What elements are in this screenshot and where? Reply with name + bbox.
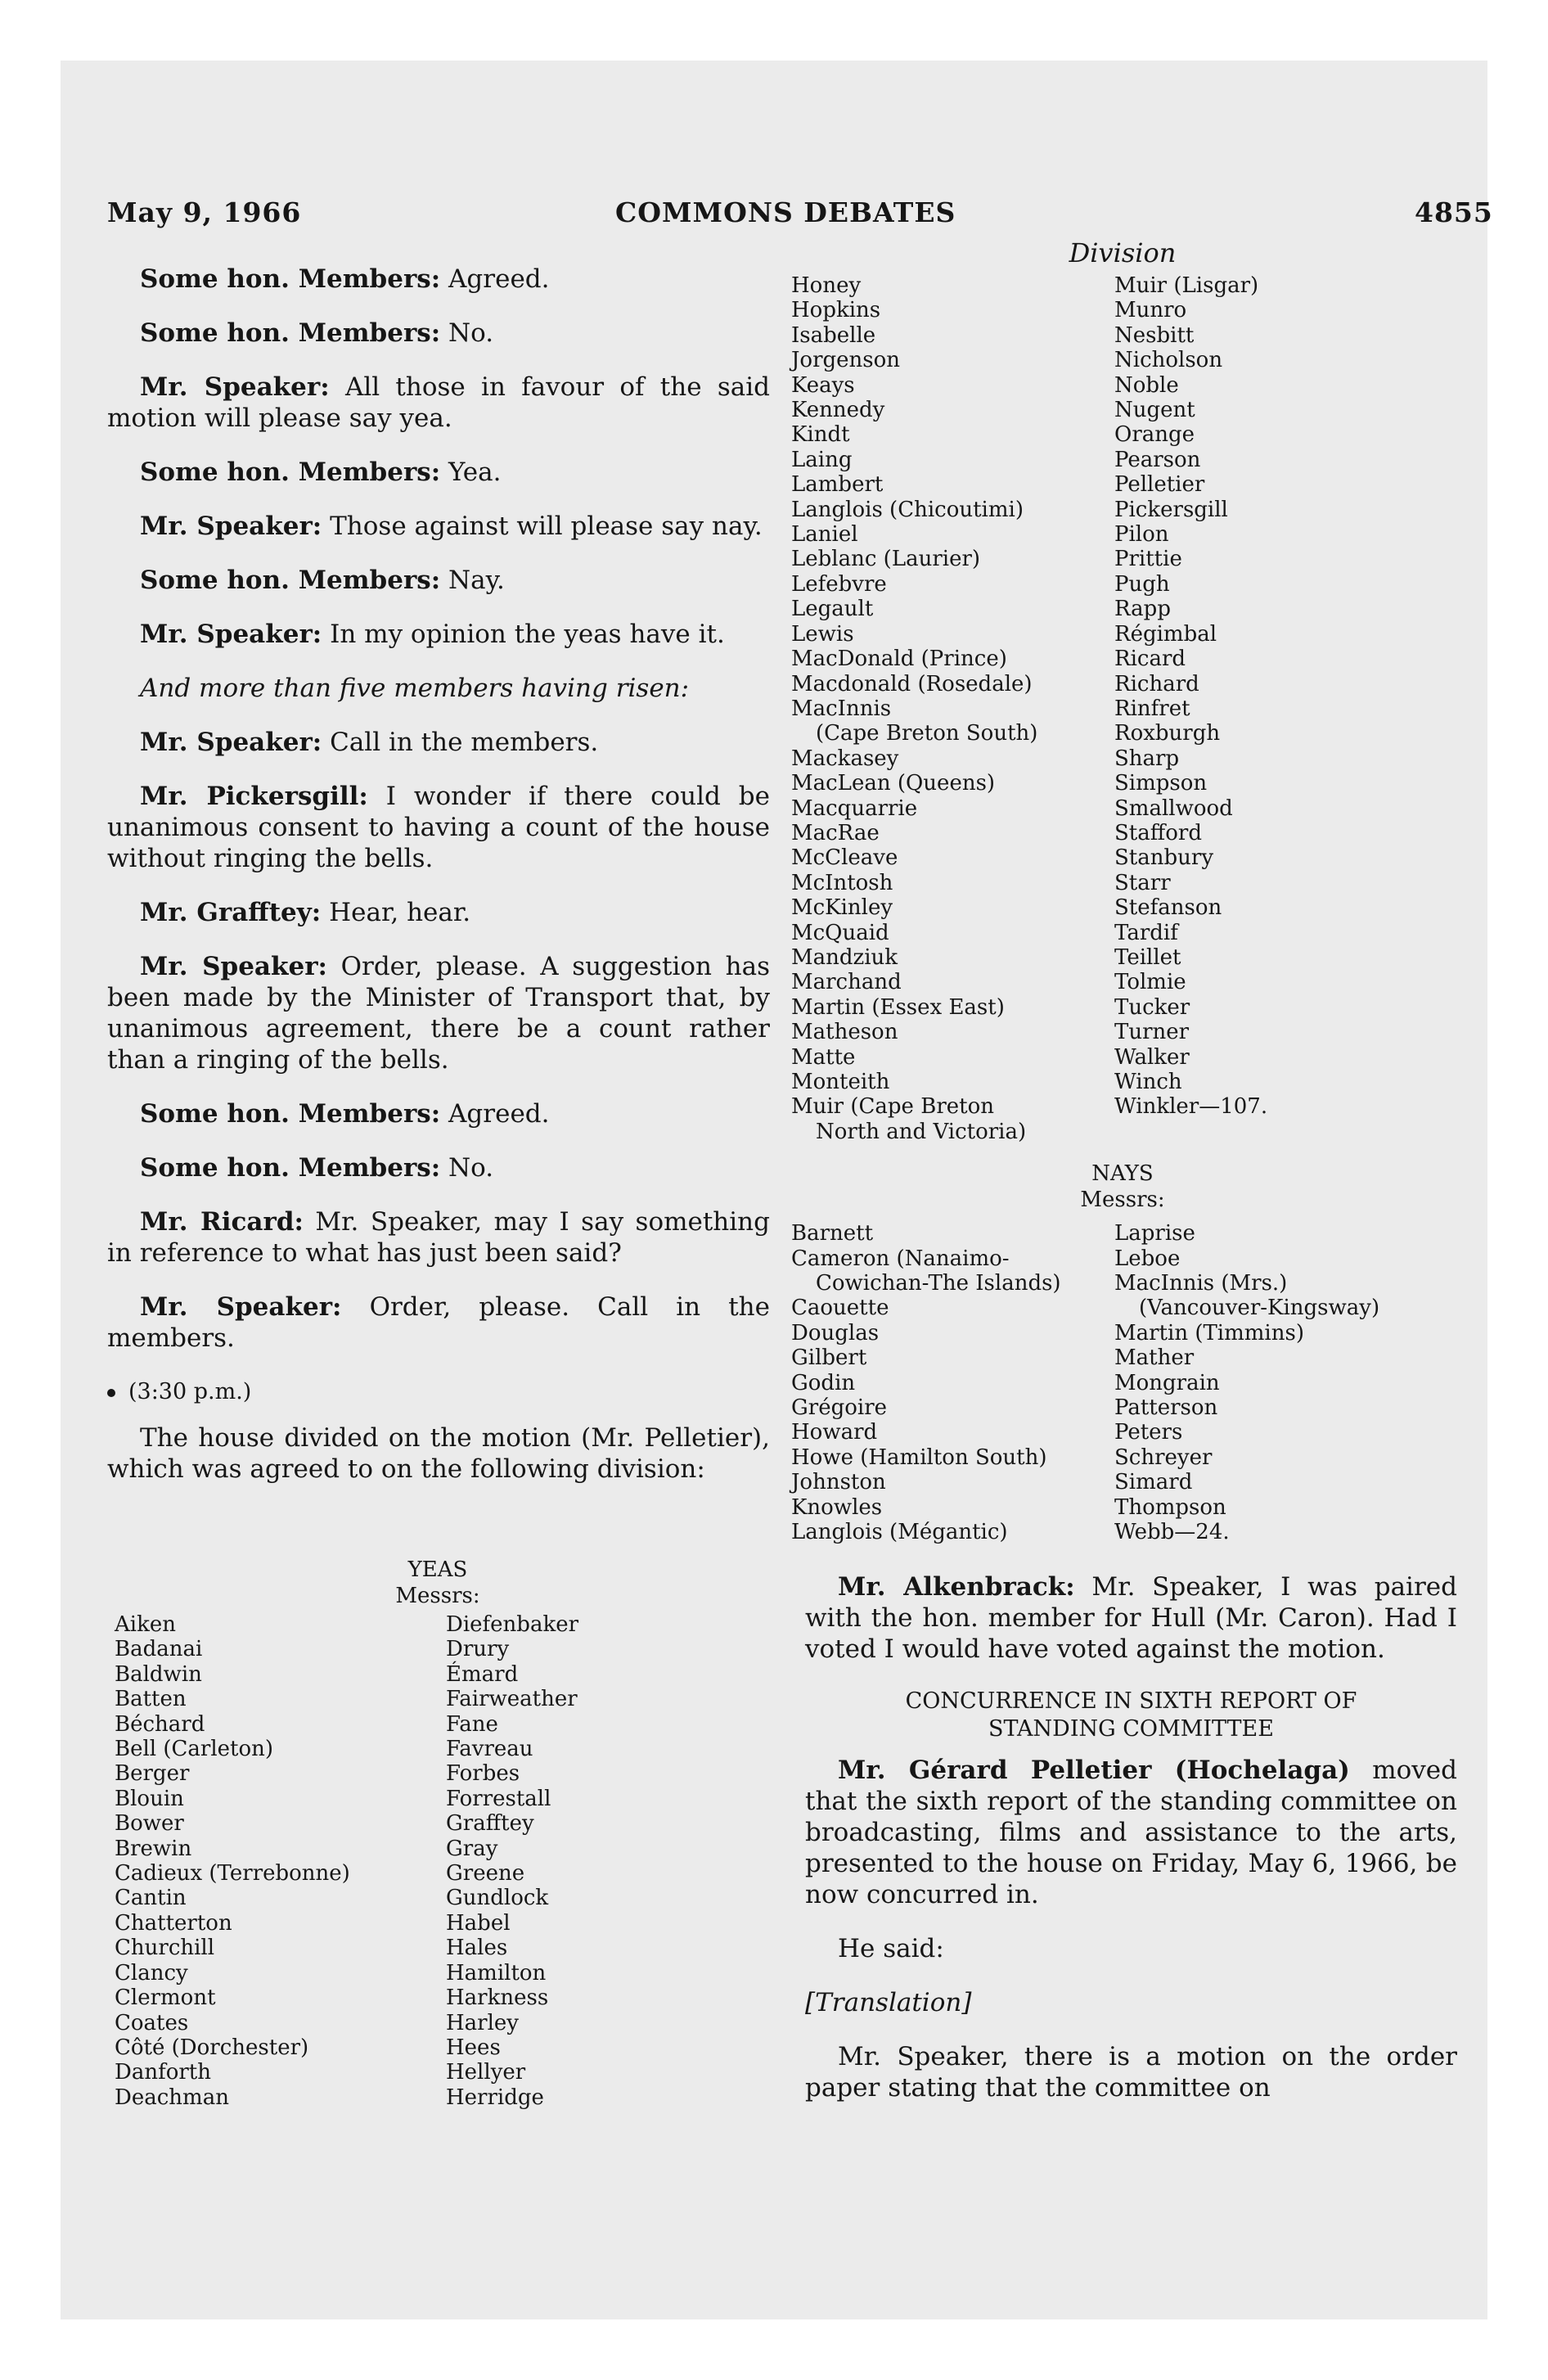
member-name: Pickersgill [1114, 497, 1228, 522]
speaker: Some hon. Members: [140, 318, 441, 348]
member-name: Webb—24. [1114, 1520, 1230, 1545]
speech: Agreed. [440, 1099, 550, 1129]
member-name: Régimbal [1114, 621, 1217, 647]
header-title: COMMONS DEBATES [615, 196, 956, 228]
member-name: MacRae [791, 820, 880, 845]
member-name: Drury [446, 1637, 510, 1662]
member-name: Legault [791, 597, 874, 622]
member-name: Diefenbaker [446, 1612, 579, 1637]
member-name: Tardif [1114, 920, 1178, 945]
nays-list [791, 1161, 1454, 1544]
division-names [791, 273, 1454, 1144]
member-name: Tucker [1114, 994, 1190, 1020]
member-name: Orange [1114, 422, 1195, 448]
member-name: Cameron (Nanaimo- [791, 1246, 1010, 1271]
yeas-col-2 [446, 1612, 578, 2110]
stage-direction: And more than five members having risen: [140, 674, 690, 703]
member-name: Pearson [1114, 447, 1201, 472]
member-name: Muir (Lisgar) [1114, 273, 1259, 298]
speech: Mr. Speaker, may I say something in reference to what has just been said? [107, 1207, 770, 1268]
speaker: Mr. Speaker: [140, 1292, 342, 1322]
member-name: Favreau [446, 1737, 533, 1762]
speaker: Mr. Gérard Pelletier (Hochelaga) [838, 1756, 1350, 1785]
speech: In my opinion the yeas have it. [322, 620, 725, 649]
nays-col-2 [1114, 1221, 1379, 1544]
member-name: Mongrain [1114, 1370, 1220, 1395]
member-name: MacLean (Queens) [791, 771, 996, 796]
speaker: Mr. Speaker: [140, 952, 327, 981]
right-column-text [805, 1571, 1457, 2126]
member-name: MacInnis (Mrs.) [1114, 1271, 1288, 1296]
page-number: 4855 [1415, 196, 1493, 228]
member-name: Hellyer [446, 2060, 526, 2085]
member-name: McKinley [791, 895, 893, 921]
member-name: Langlois (Chicoutimi) [791, 497, 1024, 522]
member-name: Gray [446, 1836, 498, 1861]
paragraph [107, 1206, 770, 1269]
member-name: Chatterton [115, 1910, 232, 1936]
member-name: Macdonald (Rosedale) [791, 671, 1033, 696]
member-name: Stefanson [1114, 895, 1222, 921]
speech: Nay. [440, 566, 505, 595]
member-name: McIntosh [791, 870, 893, 895]
member-name: Howard [791, 1420, 878, 1445]
paragraph [107, 1291, 770, 1354]
member-name: Gilbert [791, 1346, 867, 1371]
member-name: Badanai [115, 1637, 203, 1662]
member-name: Laing [791, 447, 853, 472]
member-name: Thompson [1114, 1494, 1226, 1520]
member-name: Isabelle [791, 322, 876, 348]
member-name: Churchill [115, 1936, 215, 1961]
speech: I wonder if there could be unanimous consent to having a count of the house without ringing the bells. [107, 782, 770, 873]
member-name: Kindt [791, 422, 850, 448]
paragraph [107, 372, 770, 434]
paragraph [107, 264, 770, 295]
member-name: Lewis [791, 621, 854, 647]
member-name: Forrestall [446, 1786, 551, 1811]
nays-subheading: Messrs: [1080, 1188, 1165, 1213]
member-name: Berger [115, 1761, 190, 1787]
member-name: Turner [1114, 1020, 1190, 1045]
member-name: Lambert [791, 472, 884, 498]
member-name: Rapp [1114, 597, 1171, 622]
member-name: Forbes [446, 1761, 520, 1787]
member-name: Danforth [115, 2060, 211, 2085]
speaker: Some hon. Members: [140, 458, 441, 487]
member-name: Ricard [1114, 647, 1186, 672]
member-name: MacInnis [791, 696, 892, 721]
member-name: McCleave [791, 845, 898, 871]
member-name: Mather [1114, 1346, 1195, 1371]
member-name: Cantin [115, 1886, 187, 1911]
speech: Those against will please say nay. [322, 512, 763, 541]
member-name: Schreyer [1114, 1445, 1213, 1470]
member-name: North and Victoria) [816, 1119, 1027, 1144]
member-name: Bell (Carleton) [115, 1737, 274, 1762]
speaker: Mr. Ricard: [140, 1207, 304, 1237]
member-name: Nesbitt [1114, 322, 1195, 348]
member-name: Deachman [115, 2085, 229, 2110]
member-name: Peters [1114, 1420, 1183, 1445]
member-name: Pugh [1114, 571, 1170, 597]
member-name: Harkness [446, 1986, 549, 2011]
member-name: Laprise [1114, 1221, 1195, 1246]
nays-col-1 [791, 1221, 1114, 1544]
member-name: Béchard [115, 1711, 205, 1737]
member-name: MacDonald (Prince) [791, 647, 1007, 672]
member-name: Lefebvre [791, 571, 887, 597]
member-name: Starr [1114, 870, 1171, 895]
paragraph [107, 1098, 770, 1129]
left-column [107, 264, 770, 1508]
member-name: Brewin [115, 1836, 192, 1861]
translation-marker: [Translation] [805, 1988, 972, 2017]
member-name: Grafftey [446, 1811, 534, 1837]
paragraph [107, 951, 770, 1075]
member-name: Fairweather [446, 1687, 578, 1712]
member-name: Langlois (Mégantic) [791, 1520, 1008, 1545]
member-name: Habel [446, 1910, 511, 1936]
member-name: Bower [115, 1811, 184, 1837]
member-name: Matte [791, 1044, 856, 1070]
division-col-1 [791, 273, 1114, 1144]
speaker: Mr. Pickersgill: [140, 782, 368, 811]
paragraph [107, 781, 770, 874]
member-name: Matheson [791, 1020, 898, 1045]
member-name: Douglas [791, 1320, 880, 1346]
speech: Order, please. Call in the members. [107, 1292, 770, 1353]
member-name: Aiken [115, 1612, 176, 1637]
member-name: Roxburgh [1114, 721, 1221, 746]
member-name: Munro [1114, 298, 1187, 323]
member-name: Patterson [1114, 1395, 1218, 1421]
member-name: Simpson [1114, 771, 1208, 796]
yeas-subheading: Messrs: [395, 1584, 480, 1608]
header-date: May 9, 1966 [107, 196, 302, 228]
paragraph [107, 619, 770, 650]
speech: Yea. [440, 458, 502, 487]
member-name: Caouette [791, 1296, 889, 1321]
member-name: Hees [446, 2035, 501, 2060]
member-name: Baldwin [115, 1661, 202, 1687]
speech: All those in favour of the said motion will please say yea. [107, 372, 770, 433]
member-name: Knowles [791, 1494, 883, 1520]
member-name: Howe (Hamilton South) [791, 1445, 1047, 1470]
member-name: Fane [446, 1711, 498, 1737]
nays-heading: NAYS [1091, 1161, 1154, 1187]
time-text: (3:30 p.m.) [128, 1379, 252, 1404]
member-name: Blouin [115, 1786, 184, 1811]
speech: Hear, hear. [321, 898, 471, 927]
member-name: Kennedy [791, 398, 885, 423]
member-name: Teillet [1114, 944, 1181, 970]
bullet-icon [107, 1389, 115, 1397]
member-name: Monteith [791, 1070, 890, 1094]
time-marker [107, 1377, 770, 1408]
paragraph [107, 565, 770, 596]
member-name: Cowichan-The Islands) [816, 1271, 1061, 1296]
paragraph [107, 897, 770, 928]
member-name: Leblanc (Laurier) [791, 547, 981, 572]
speech: No. [440, 318, 494, 348]
member-name: Hamilton [446, 1960, 547, 1986]
paragraph [107, 318, 770, 349]
speaker: Mr. Speaker: [140, 512, 322, 541]
division-title: Division [1069, 237, 1177, 268]
division-col-2 [1114, 273, 1267, 1144]
member-name: Jorgenson [791, 348, 901, 373]
member-name: Nicholson [1114, 348, 1223, 373]
member-name: Muir (Cape Breton [791, 1094, 994, 1120]
speaker: Some hon. Members: [140, 1153, 441, 1183]
speech: moved that the sixth report of the standing committee on broadcasting, films and assistance to the arts, presented to the house on Friday, May 6, 1966, be now concurred in. [805, 1756, 1457, 1909]
member-name: Cadieux (Terrebonne) [115, 1861, 350, 1886]
nays-names [791, 1221, 1454, 1544]
member-name: Grégoire [791, 1395, 888, 1421]
paragraph [107, 1152, 770, 1183]
member-name: (Cape Breton South) [816, 721, 1038, 746]
member-name: Honey [791, 273, 862, 298]
section-heading: CONCURRENCE IN SIXTH REPORT OF [905, 1688, 1357, 1714]
member-name: Tolmie [1114, 970, 1186, 995]
right-column-division [791, 237, 1454, 1545]
paragraph: Mr. Speaker, there is a motion on the order paper stating that the committee on [805, 2042, 1457, 2103]
member-name: Johnston [791, 1470, 886, 1495]
member-name: Keays [791, 372, 855, 398]
speaker: Mr. Alkenbrack: [838, 1572, 1075, 1602]
member-name: McQuaid [791, 920, 889, 945]
member-name: (Vancouver-Kingsway) [1139, 1296, 1380, 1321]
member-name: Stanbury [1114, 845, 1214, 871]
speech: Agreed. [440, 264, 550, 294]
member-name: Barnett [791, 1221, 874, 1246]
paragraph [805, 1755, 1457, 1910]
member-name: Martin (Essex East) [791, 994, 1005, 1020]
section-heading: STANDING COMMITTEE [988, 1716, 1274, 1742]
member-name: Greene [446, 1861, 525, 1886]
speaker: Mr. Speaker: [140, 372, 330, 402]
member-name: Hales [446, 1936, 508, 1961]
speaker: Mr. Speaker: [140, 620, 322, 649]
speaker: Some hon. Members: [140, 264, 441, 294]
member-name: Macquarrie [791, 796, 918, 821]
speaker: Mr. Speaker: [140, 728, 322, 757]
member-name: Sharp [1114, 746, 1180, 771]
paragraph [107, 727, 770, 758]
member-name: Nugent [1114, 398, 1195, 423]
paragraph: He said: [838, 1934, 944, 1963]
member-name: Émard [446, 1661, 519, 1687]
yeas-col-1 [115, 1612, 446, 2110]
member-name: Simard [1114, 1470, 1193, 1495]
member-name: Richard [1114, 671, 1199, 696]
member-name: Prittie [1114, 547, 1182, 572]
member-name: Godin [791, 1370, 856, 1395]
member-name: Harley [446, 2010, 519, 2035]
member-name: Laniel [791, 522, 858, 548]
member-name: Côté (Dorchester) [115, 2035, 309, 2060]
speaker: Mr. Grafftey: [140, 898, 322, 927]
yeas-list [115, 1557, 761, 2110]
member-name: Stafford [1114, 820, 1202, 845]
member-name: Noble [1114, 372, 1179, 398]
paragraph: The house divided on the motion (Mr. Pelletier), which was agreed to on the following division: [107, 1423, 770, 1484]
speaker: Some hon. Members: [140, 1099, 441, 1129]
member-name: Mandziuk [791, 944, 898, 970]
speaker: Some hon. Members: [140, 566, 441, 595]
member-name: Clermont [115, 1986, 216, 2011]
member-name: Martin (Timmins) [1114, 1320, 1304, 1346]
member-name: Gundlock [446, 1886, 549, 1911]
speech: Mr. Speaker, I was paired with the hon. member for Hull (Mr. Caron). Had I voted I would have voted against the motion. [805, 1572, 1457, 1664]
member-name: Clancy [115, 1960, 188, 1986]
member-name: Walker [1114, 1044, 1190, 1070]
speech: Call in the members. [322, 728, 599, 757]
member-name: Smallwood [1114, 796, 1233, 821]
member-name: Winch [1114, 1070, 1182, 1094]
paragraph [107, 457, 770, 488]
member-name: Rinfret [1114, 696, 1190, 721]
member-name: Hopkins [791, 298, 881, 323]
speech: No. [440, 1153, 494, 1183]
member-name: Mackasey [791, 746, 899, 771]
member-name: Winkler—107. [1114, 1094, 1268, 1120]
paragraph [805, 1571, 1457, 1665]
member-name: Pelletier [1114, 472, 1205, 498]
member-name: Marchand [791, 970, 902, 995]
yeas-names [115, 1612, 761, 2110]
speech: Order, please. A suggestion has been made by the Minister of Transport that, by unanimous agreement, there be a count rather than a ringing of the bells. [107, 952, 770, 1075]
member-name: Batten [115, 1687, 187, 1712]
member-name: Herridge [446, 2085, 544, 2110]
member-name: Pilon [1114, 522, 1169, 548]
yeas-heading: YEAS [407, 1557, 468, 1582]
member-name: Coates [115, 2010, 189, 2035]
member-name: Leboe [1114, 1246, 1181, 1271]
paragraph [107, 511, 770, 542]
